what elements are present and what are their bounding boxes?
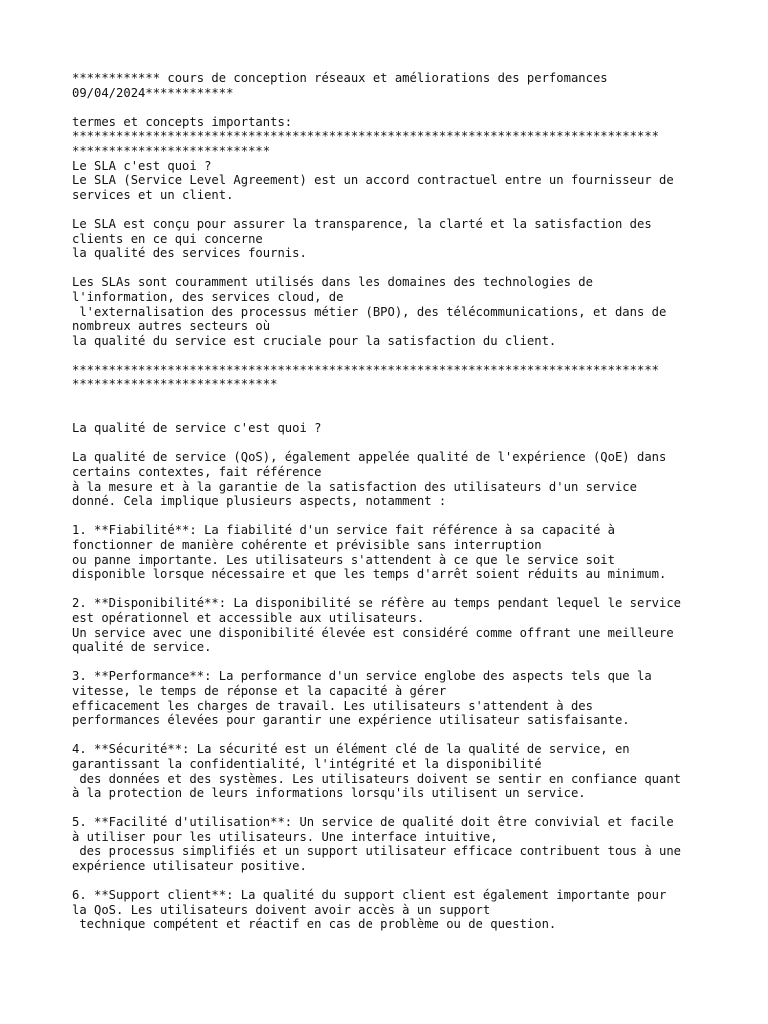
header-line: ************ cours de conception réseaux et améliorations des perfomances xyxy=(72,71,608,85)
header-date-line: 09/04/2024************ xyxy=(72,85,234,100)
text-line: certains contextes, fait référence xyxy=(72,465,322,480)
text-line: nombreux autres secteurs où xyxy=(72,319,271,334)
text-line: Le SLA est conçu pour assurer la transparence, la clarté et la satisfaction des xyxy=(72,216,652,231)
text-line: des données et des systèmes. Les utilisateurs doivent se sentir en confiance quant xyxy=(72,771,682,786)
qos-question: La qualité de service c'est quoi ? xyxy=(72,421,322,436)
list-item-security: 4. **Sécurité**: La sécurité est un élément clé de la qualité de service, en xyxy=(72,742,630,757)
text-line: à la mesure et à la garantie de la satisfaction des utilisateurs d'un service xyxy=(72,479,637,494)
text-line: l'externalisation des processus métier (BPO), des télécommunications, et dans de xyxy=(72,304,667,319)
terms-heading: termes et concepts importants: xyxy=(72,114,293,129)
text-line: la qualité des services fournis. xyxy=(72,246,307,261)
text-line: expérience utilisateur positive. xyxy=(72,859,307,874)
text-line: vitesse, le temps de réponse et la capacité à gérer xyxy=(72,683,447,698)
list-item-reliability: 1. **Fiabilité**: La fiabilité d'un service fait référence à sa capacité à xyxy=(72,523,615,538)
text-line: l'information, des services cloud, de xyxy=(72,289,344,304)
text-line: technique compétent et réactif en cas de problème ou de question. xyxy=(72,917,557,932)
text-line: des processus simplifiés et un support utilisateur efficace contribuent tous à une xyxy=(72,844,682,859)
text-line: efficacement les charges de travail. Les utilisateurs s'attendent à des xyxy=(72,698,593,713)
document-page xyxy=(72,71,712,932)
text-line: performances élevées pour garantir une expérience utilisateur satisfaisante. xyxy=(72,713,630,728)
text-line: Un service avec une disponibilité élevée est considéré comme offrant une meilleure xyxy=(72,625,674,640)
text-line: à utiliser pour les utilisateurs. Une interface intuitive, xyxy=(72,829,498,844)
text-line: clients en ce qui concerne xyxy=(72,231,263,246)
text-line: disponible lorsque nécessaire et que les temps d'arrêt soient réduits au minimum. xyxy=(72,567,667,582)
separator-line: ******************************************************************************** xyxy=(72,362,659,377)
separator-line: *************************** xyxy=(72,143,271,158)
text-line: donné. Cela implique plusieurs aspects, notamment : xyxy=(72,494,447,509)
text-line: la qualité du service est cruciale pour la satisfaction du client. xyxy=(72,333,557,348)
text-line: la QoS. Les utilisateurs doivent avoir accès à un support xyxy=(72,902,491,917)
text-line: à la protection de leurs informations lorsqu'ils utilisent un service. xyxy=(72,786,586,801)
list-item-usability: 5. **Facilité d'utilisation**: Un service de qualité doit être convivial et facile xyxy=(72,815,674,830)
text-line: ou panne importante. Les utilisateurs s'attendent à ce que le service soit xyxy=(72,552,615,567)
list-item-availability: 2. **Disponibilité**: La disponibilité se réfère au temps pendant lequel le service xyxy=(72,596,682,611)
text-line: est opérationnel et accessible aux utilisateurs. xyxy=(72,610,425,625)
text-line: Le SLA (Service Level Agreement) est un accord contractuel entre un fournisseur de xyxy=(72,173,674,188)
text-line: Les SLAs sont couramment utilisés dans les domaines des technologies de xyxy=(72,275,593,290)
text-line: La qualité de service (QoS), également appelée qualité de l'expérience (QoE) dans xyxy=(72,450,667,465)
text-line: qualité de service. xyxy=(72,640,212,655)
list-item-support: 6. **Support client**: La qualité du support client est également importante pour xyxy=(72,888,667,903)
text-line: services et un client. xyxy=(72,187,234,202)
list-item-performance: 3. **Performance**: La performance d'un service englobe des aspects tels que la xyxy=(72,669,652,684)
text-line: garantissant la confidentialité, l'intégrité et la disponibilité xyxy=(72,756,542,771)
sla-question: Le SLA c'est quoi ? xyxy=(72,158,212,173)
separator-line: ******************************************************************************** xyxy=(72,129,659,144)
separator-line: **************************** xyxy=(72,377,278,392)
text-line: fonctionner de manière cohérente et prévisible sans interruption xyxy=(72,538,542,552)
